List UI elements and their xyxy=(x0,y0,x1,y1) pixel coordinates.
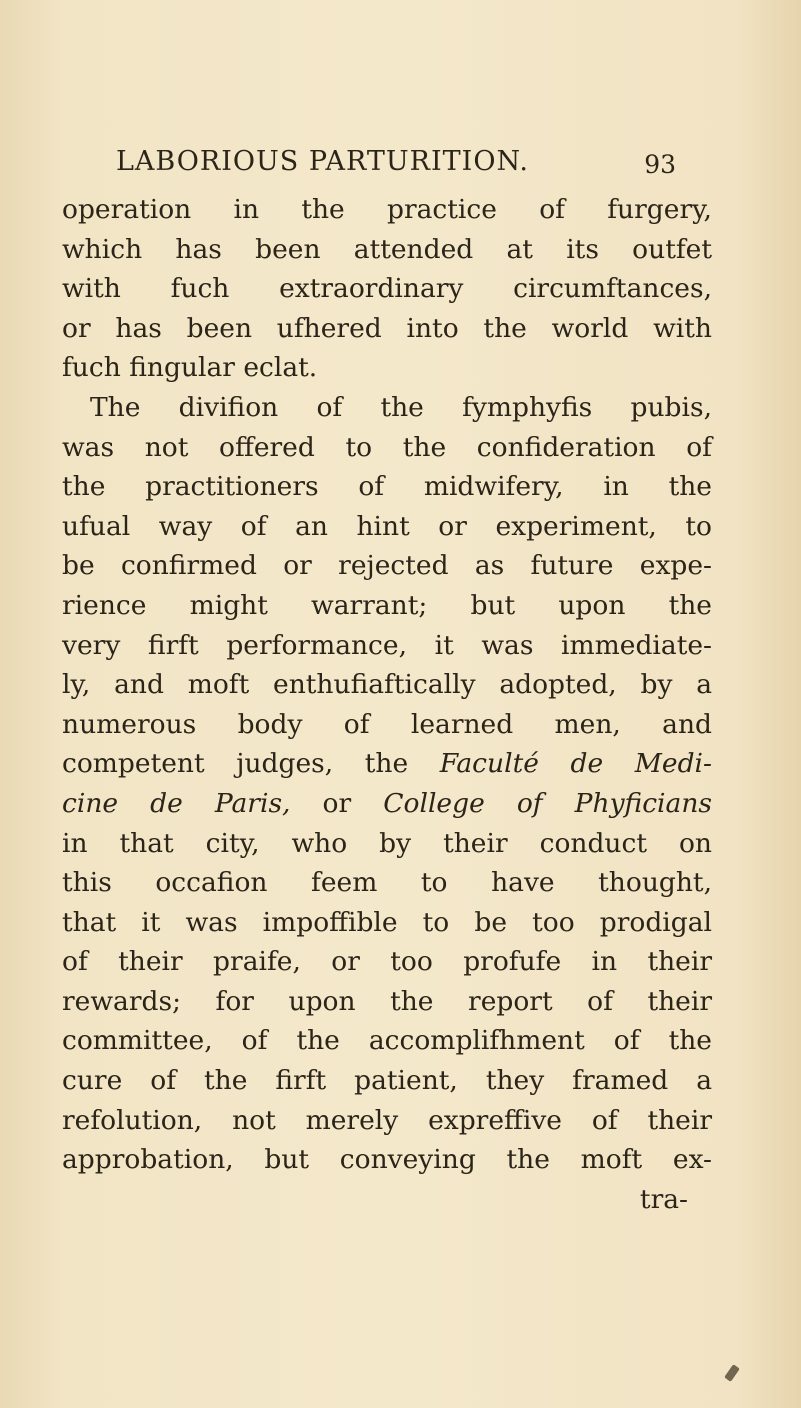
text-line-17: in that city, who by their conduct on xyxy=(62,827,712,859)
text-line-24: refolution, not merely expreffive of their xyxy=(62,1104,712,1136)
text-line-13: ly, and moft enthufiaftically adopted, by a xyxy=(62,669,712,701)
text-line-15-roman: competent judges, the xyxy=(62,748,440,780)
text-line-6: The divifion of the fymphyfis pubis, xyxy=(90,391,712,423)
ink-mark xyxy=(724,1364,740,1382)
text-line-1: operation in the practice of furgery, xyxy=(62,194,712,225)
text-line-18: this occafion feem to have thought, xyxy=(62,867,712,899)
text-line-7: was not offered to the confideration of xyxy=(62,431,712,463)
text-line-16-roman: or xyxy=(290,787,384,819)
text-line-9: ufual way of an hint or experiment, to xyxy=(62,510,712,542)
text-line-5: fuch fingular eclat. xyxy=(62,352,318,384)
catchword: tra- xyxy=(639,1183,688,1215)
text-line-11: rience might warrant; but upon the xyxy=(62,589,712,621)
page-number: 93 xyxy=(644,150,676,179)
text-line-20: of their praife, or too profufe in their xyxy=(62,946,712,978)
text-line-2: which has been attended at its outfet xyxy=(62,233,712,265)
text-line-8: the practitioners of midwifery, in the xyxy=(62,471,712,503)
text-line-3: with fuch extraordinary circumftances, xyxy=(62,273,712,305)
text-line-23: cure of the firft patient, they framed a xyxy=(62,1065,712,1097)
body-text xyxy=(62,190,712,1219)
text-line-16-italic-b: College of Phyficians xyxy=(383,787,712,819)
text-line-16-italic-a: cine de Paris, xyxy=(62,787,291,819)
text-line-22: committee, of the accomplifhment of the xyxy=(62,1025,712,1057)
text-line-15-italic: Faculté de Medi- xyxy=(439,748,712,780)
text-line-15 xyxy=(62,744,712,784)
text-line-21: rewards; for upon the report of their xyxy=(62,985,712,1017)
text-line-16 xyxy=(62,784,712,824)
text-line-12: very firft performance, it was immediate- xyxy=(62,629,712,661)
running-head xyxy=(116,146,676,186)
text-line-10: be confirmed or rejected as future expe- xyxy=(62,550,712,582)
running-title: LABORIOUS PARTURITION. xyxy=(116,146,529,177)
text-line-14: numerous body of learned men, and xyxy=(62,708,712,740)
text-line-25: approbation, but conveying the moft ex- xyxy=(62,1144,712,1176)
text-line-19: that it was impoffible to be too prodigal xyxy=(62,906,712,938)
text-line-4: or has been ufhered into the world with xyxy=(62,312,712,344)
